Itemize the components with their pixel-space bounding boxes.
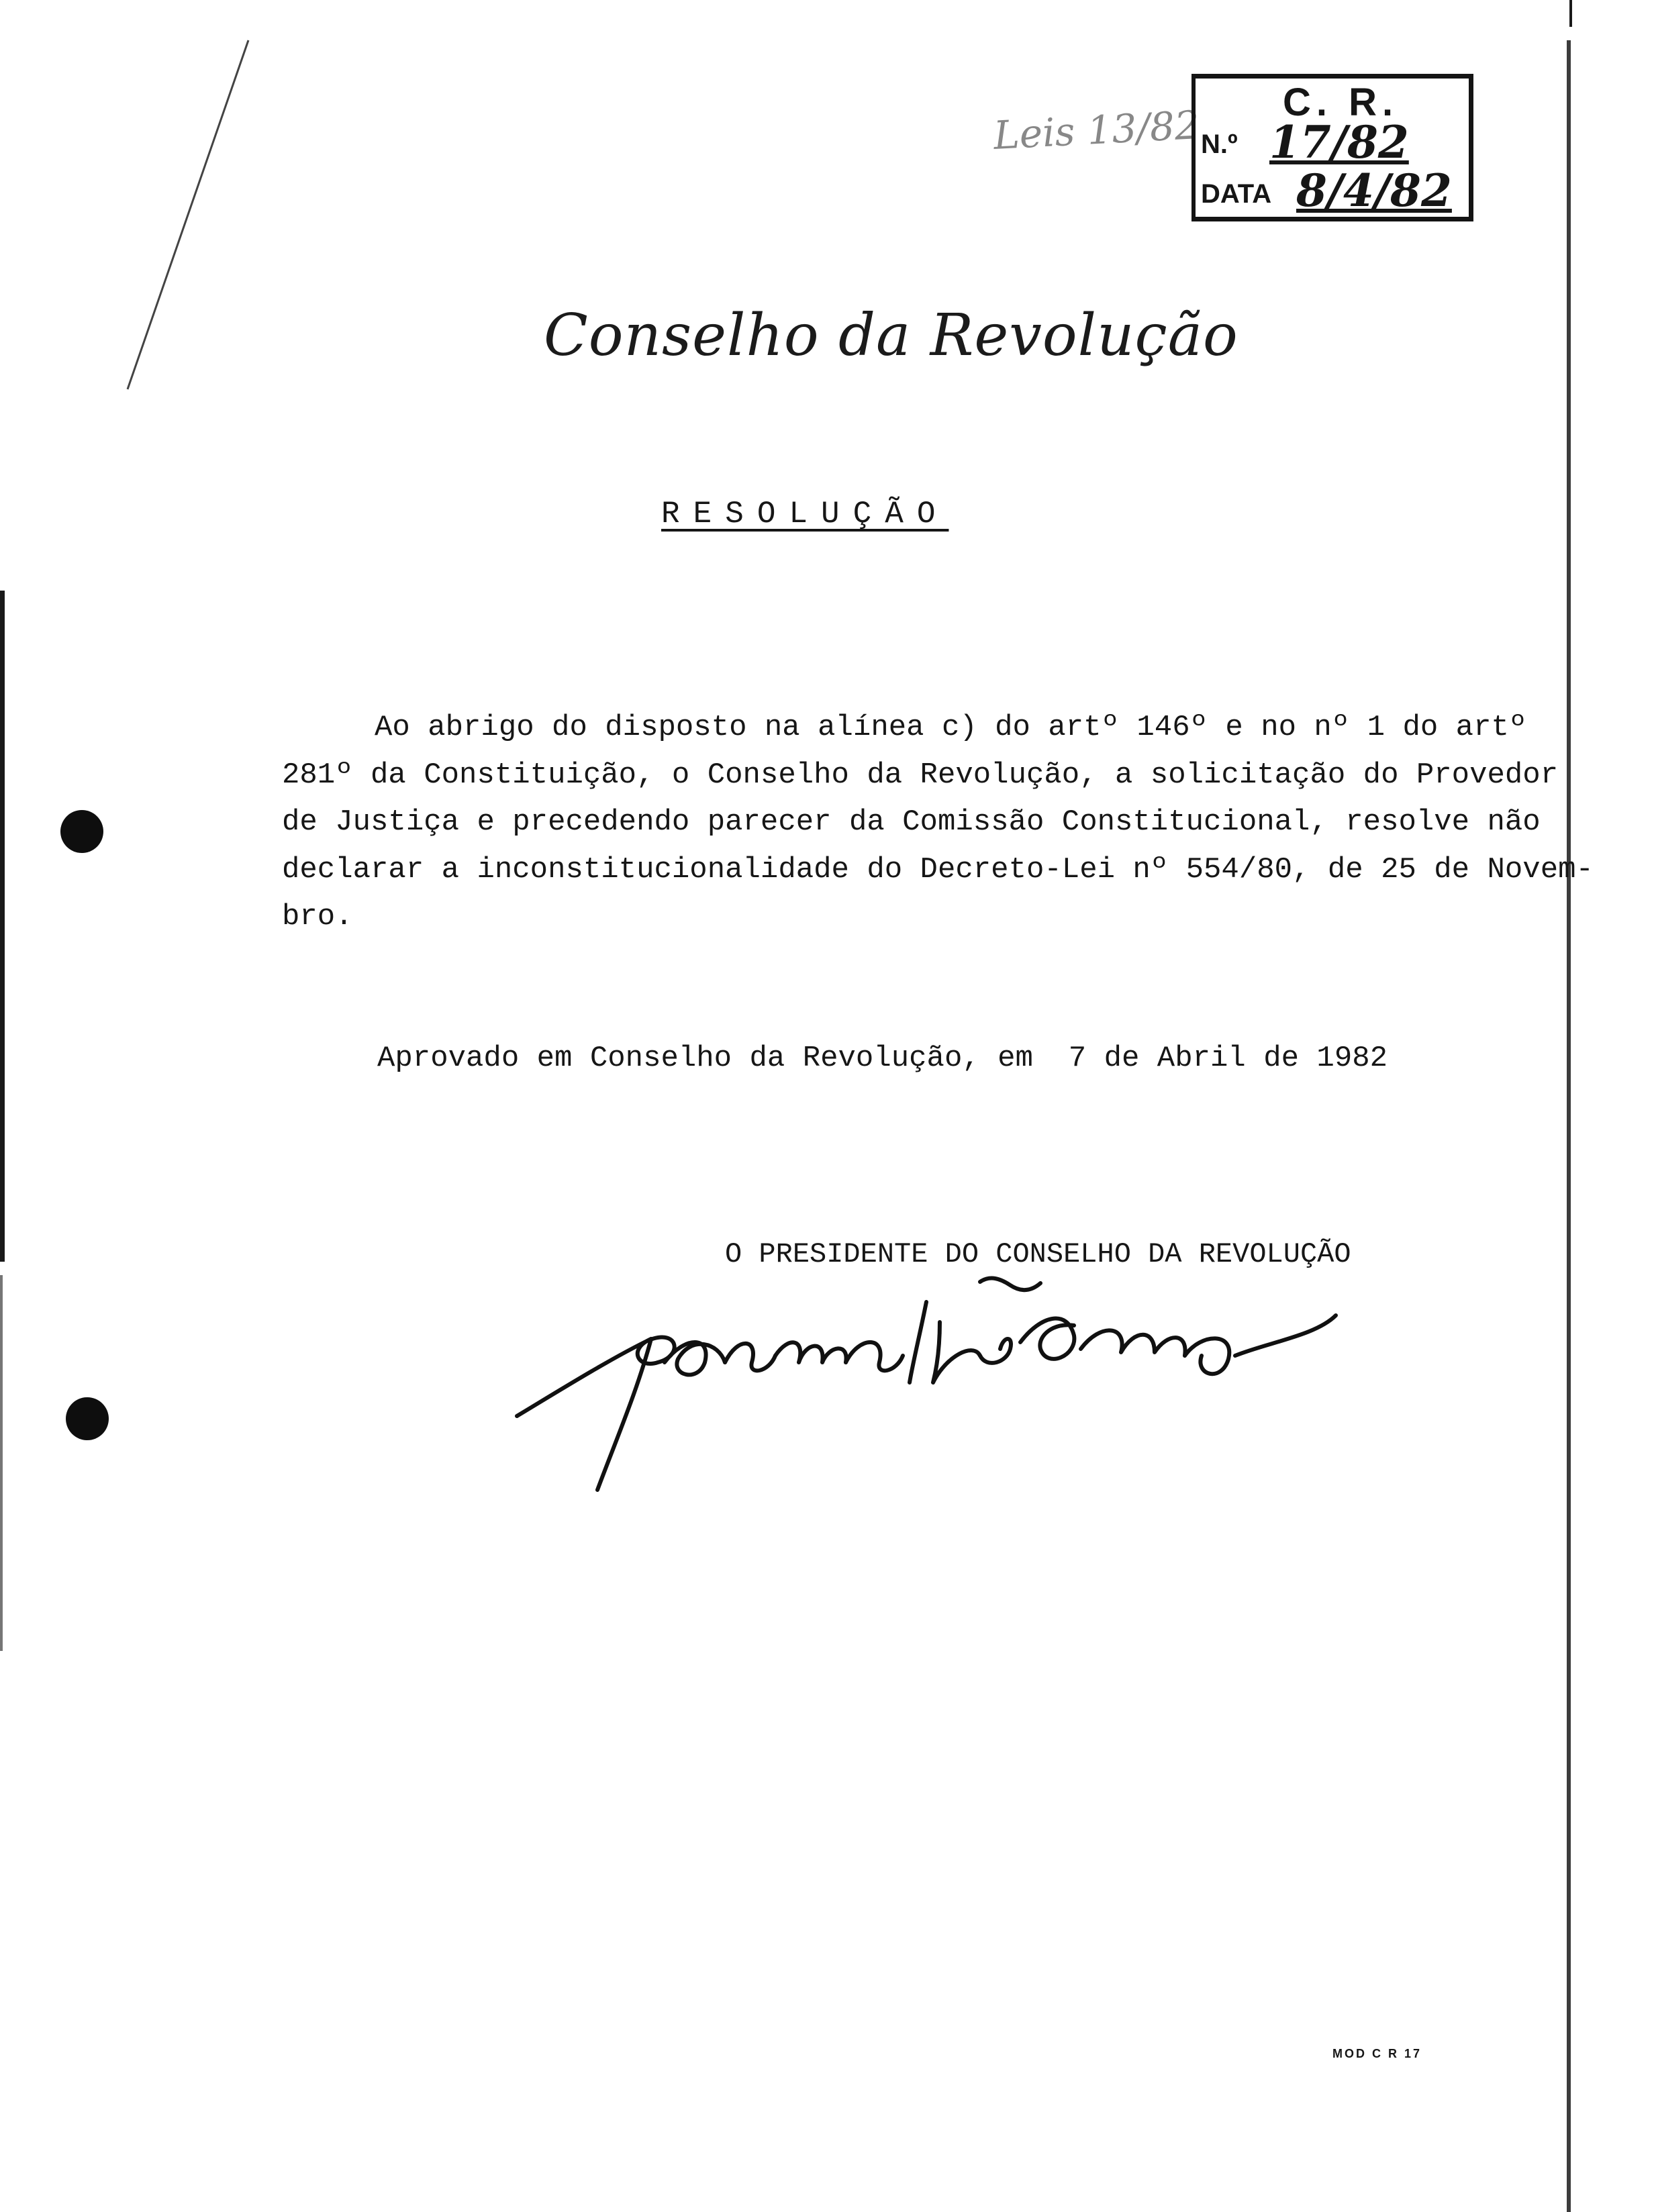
form-code: MOD C R 17	[1332, 2047, 1422, 2060]
stamp-number-value: 17/82	[1269, 116, 1409, 168]
stamp-date-label: DATA	[1201, 179, 1272, 209]
registry-stamp	[1191, 74, 1473, 221]
body-line: Ao abrigo do disposto na alínea c) do artº 146º e no nº 1 do artº	[375, 711, 1527, 744]
handwritten-signature	[510, 1262, 1403, 1503]
right-binding-edge	[1567, 40, 1571, 2212]
stamp-date-value: 8/4/82	[1296, 164, 1452, 217]
approval-statement: Aprovado em Conselho da Revolução, em 7 de Abril de 1982	[377, 1042, 1388, 1075]
punch-hole-lower	[66, 1397, 109, 1440]
body-line: de Justiça e precedendo parecer da Comissão Constitucional, resolve não	[282, 805, 1541, 839]
stamp-number-label: N.º	[1201, 130, 1238, 159]
left-binding-edge-fragment	[0, 1275, 3, 1651]
archive-handwritten-note: Leis 13/82	[992, 102, 1201, 158]
punch-hole-upper	[60, 810, 103, 853]
left-binding-edge	[0, 591, 5, 1262]
document-title: RESOLUÇÃO	[661, 497, 949, 532]
right-edge-top-tick	[1569, 0, 1572, 27]
body-line: 281º da Constituição, o Conselho da Revolução, a solicitação do Provedor	[282, 758, 1559, 792]
signatory-title: O PRESIDENTE DO CONSELHO DA REVOLUÇÃO	[725, 1238, 1351, 1270]
body-line: bro.	[282, 900, 353, 934]
top-left-pencil-stroke	[114, 27, 275, 403]
stamp-organization: C. R.	[1283, 81, 1399, 124]
letterhead: Conselho da Revolução	[544, 302, 1238, 369]
body-line: declarar a inconstitucionalidade do Decreto-Lei nº 554/80, de 25 de Novem-	[282, 853, 1594, 887]
